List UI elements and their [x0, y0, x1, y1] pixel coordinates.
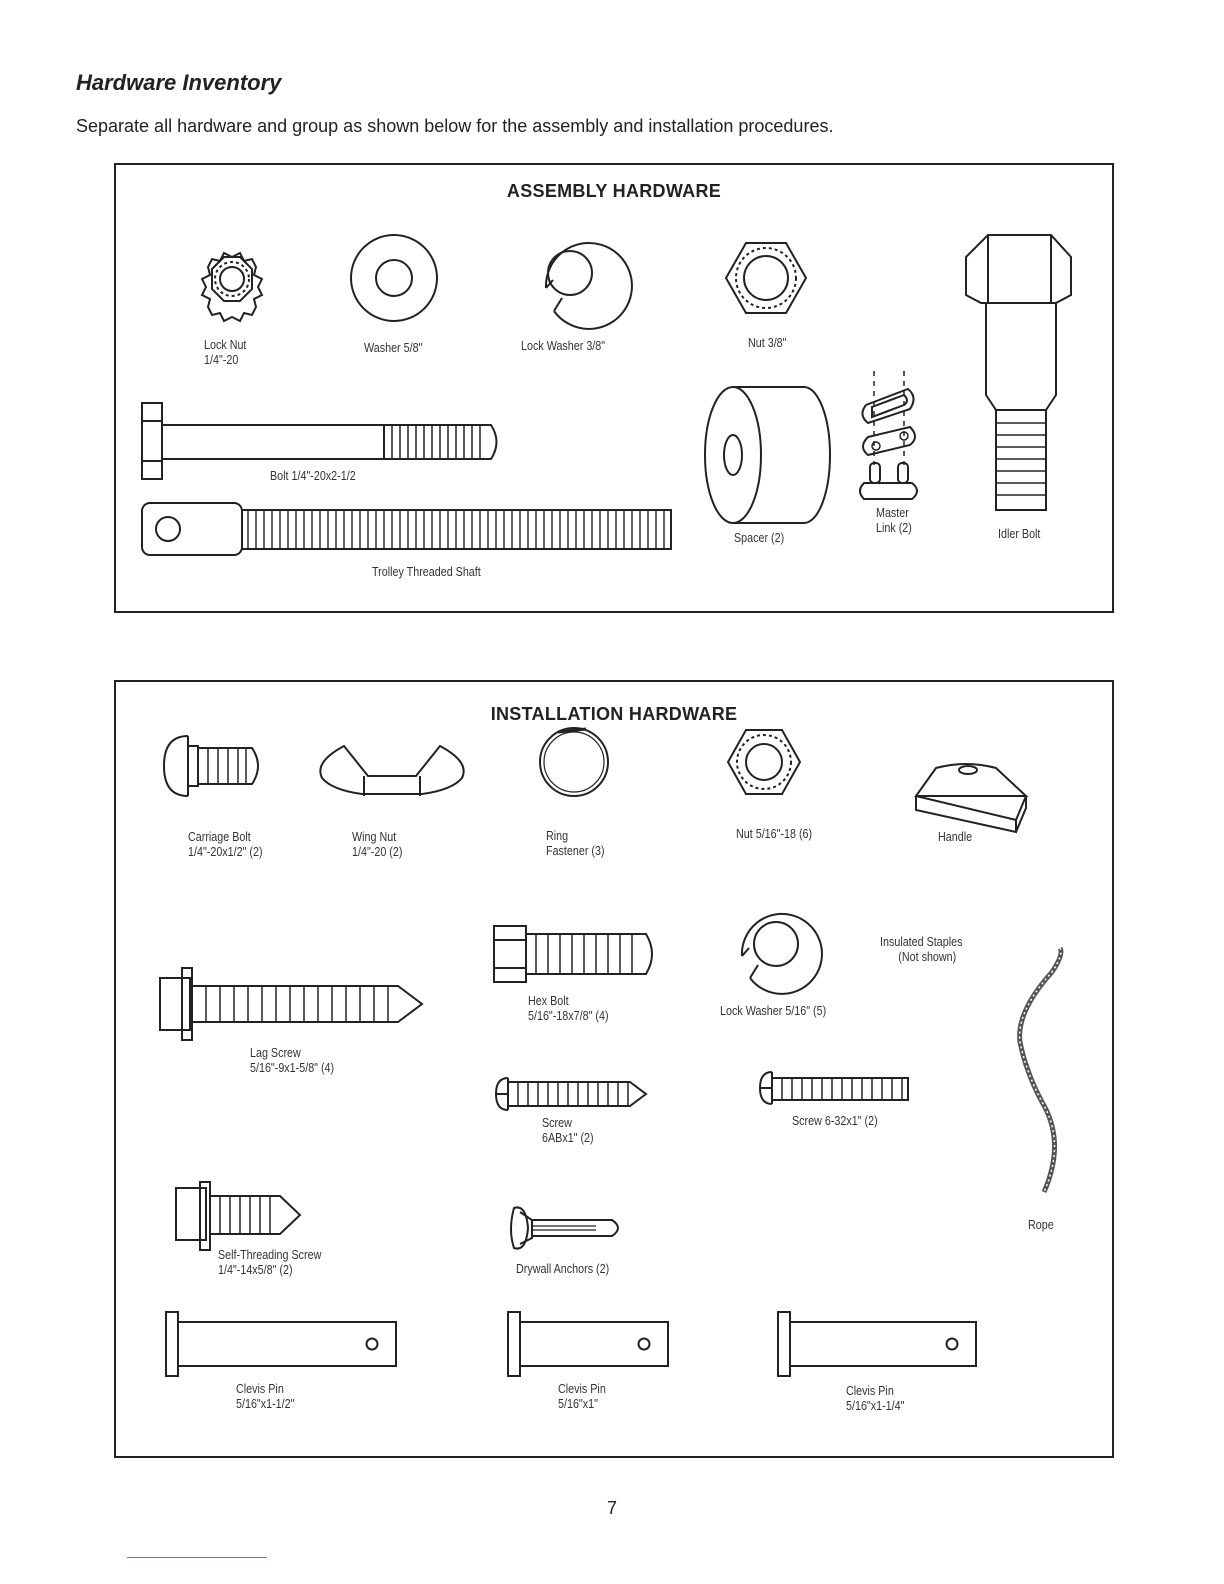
- footer-rule: [127, 1557, 267, 1558]
- carriage-bolt-label: Carriage Bolt 1/4"-20x1/2" (2): [188, 830, 263, 859]
- rope-icon: [1020, 948, 1061, 1192]
- installation-hardware-panel: [114, 680, 1114, 1458]
- nut-label: Nut 3/8": [748, 336, 787, 350]
- hex-bolt-icon: [494, 926, 652, 982]
- self-threading-screw-icon: [176, 1182, 300, 1250]
- assembly-hardware-panel: [114, 163, 1114, 613]
- page-title: Hardware Inventory: [76, 70, 282, 95]
- handle-label: Handle: [938, 830, 973, 844]
- screw-6-32-label: Screw 6-32x1" (2): [792, 1114, 878, 1128]
- bolt-label: Bolt 1/4"-20x2-1/2: [270, 469, 356, 483]
- intro-text: Separate all hardware and group as shown below for the assembly and installation procedures.: [76, 116, 834, 136]
- screw-6ab-icon: [496, 1078, 646, 1110]
- clevis-pin-2-icon: [508, 1312, 668, 1376]
- wing-nut-label: Wing Nut 1/4"-20 (2): [352, 830, 403, 859]
- trolley-threaded-shaft-icon: [142, 503, 671, 555]
- installation-heading: INSTALLATION HARDWARE: [490, 704, 738, 724]
- clevis-pin-2-label: Clevis Pin 5/16"x1": [558, 1382, 606, 1411]
- screw-6-32-icon: [760, 1072, 908, 1104]
- hex-bolt-label: Hex Bolt 5/16"-18x7/8" (4): [528, 994, 609, 1023]
- master-link-label: Master Link (2): [876, 506, 912, 535]
- master-link-icon: [860, 371, 917, 499]
- washer-label: Washer 5/8": [364, 341, 423, 355]
- idler-bolt-icon: [966, 235, 1071, 510]
- clevis-pin-3-icon: [778, 1312, 976, 1376]
- lock-washer-label: Lock Washer 3/8": [521, 339, 606, 353]
- ring-fastener-icon: [540, 728, 608, 796]
- lock-nut-icon: [202, 253, 262, 321]
- self-threading-screw-label: Self-Threading Screw 1/4"-14x5/8" (2): [218, 1248, 322, 1277]
- clevis-pin-1-label: Clevis Pin 5/16"x1-1/2": [236, 1382, 295, 1411]
- rope-label: Rope: [1028, 1218, 1054, 1232]
- washer-icon: [351, 235, 437, 321]
- lock-washer-5-16-label: Lock Washer 5/16" (5): [720, 1004, 827, 1018]
- drywall-anchors-label: Drywall Anchors (2): [516, 1262, 610, 1276]
- drywall-anchor-icon: [511, 1207, 618, 1248]
- page-number: 7: [606, 1498, 617, 1518]
- handle-icon: [916, 764, 1026, 832]
- lag-screw-icon: [160, 968, 422, 1040]
- ring-fastener-label: Ring Fastener (3): [546, 829, 605, 858]
- assembly-heading: ASSEMBLY HARDWARE: [506, 181, 722, 201]
- assembly-illustrations: [116, 165, 1116, 615]
- lock-nut-label: Lock Nut 1/4"-20: [204, 338, 247, 367]
- trolley-threaded-shaft-label: Trolley Threaded Shaft: [372, 565, 481, 579]
- insulated-staples-label: Insulated Staples (Not shown): [880, 935, 963, 964]
- spacer-label: Spacer (2): [734, 531, 785, 545]
- bolt-icon: [142, 403, 497, 479]
- lock-washer-icon: [546, 243, 632, 329]
- nut-5-16-label: Nut 5/16"-18 (6): [736, 827, 813, 841]
- clevis-pin-1-icon: [166, 1312, 396, 1376]
- lag-screw-label: Lag Screw 5/16"-9x1-5/8" (4): [250, 1046, 335, 1075]
- screw-6ab-label: Screw 6ABx1" (2): [542, 1116, 594, 1145]
- carriage-bolt-icon: [164, 736, 258, 796]
- clevis-pin-3-label: Clevis Pin 5/16"x1-1/4": [846, 1384, 905, 1413]
- spacer-icon: [705, 387, 830, 523]
- nut-icon: [726, 243, 806, 313]
- idler-bolt-label: Idler Bolt: [998, 527, 1041, 541]
- wing-nut-icon: [320, 746, 463, 796]
- nut-5-16-icon: [728, 730, 800, 794]
- lock-washer-5-16-icon: [742, 914, 822, 994]
